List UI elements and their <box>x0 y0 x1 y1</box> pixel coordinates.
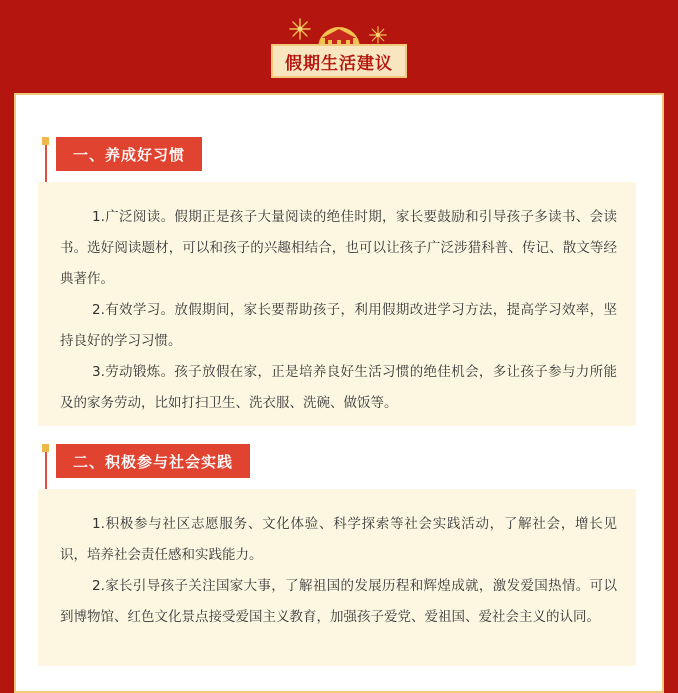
section-1-paragraph-1: 1.广泛阅读。假期正是孩子大量阅读的绝佳时期，家长要鼓励和引导孩子多读书、会读书。选好阅读题材，可以和孩子的兴趣相结合，也可以让孩子广泛涉猎科普、传记、散文等经典著作。 <box>60 209 617 287</box>
section-1-marker <box>42 137 49 145</box>
firework-right-icon <box>369 26 387 44</box>
section-1-paragraph-2: 2.有效学习。放假期间，家长要帮助孩子，利用假期改进学习方法，提高学习效率，坚持良好的学习习惯。 <box>60 302 617 349</box>
section-2-paragraph-1: 1.积极参与社区志愿服务、文化体验、科学探索等社会实践活动，了解社会，增长见识，培养社会责任感和实践能力。 <box>60 516 617 563</box>
firework-left-icon <box>289 18 311 40</box>
section-2-paragraph-2: 2.家长引导孩子关注国家大事，了解祖国的发展历程和辉煌成就，激发爱国热情。可以到博物馆、红色文化景点接受爱国主义教育，加强孩子爱党、爱祖国、爱社会主义的认同。 <box>60 578 617 625</box>
page-title: 假期生活建议 <box>271 44 407 78</box>
section-2-content <box>38 489 636 666</box>
section-2-marker <box>42 444 49 452</box>
section-1-title: 一、养成好习惯 <box>56 137 202 171</box>
section-1-content <box>38 182 636 426</box>
section-1-paragraph-3: 3.劳动锻炼。孩子放假在家，正是培养良好生活习惯的绝佳机会，多让孩子参与力所能及的家务劳动，比如打扫卫生、洗衣服、洗碗、做饭等。 <box>60 364 617 411</box>
header-banner <box>0 0 678 95</box>
section-2-title: 二、积极参与社会实践 <box>56 444 250 478</box>
